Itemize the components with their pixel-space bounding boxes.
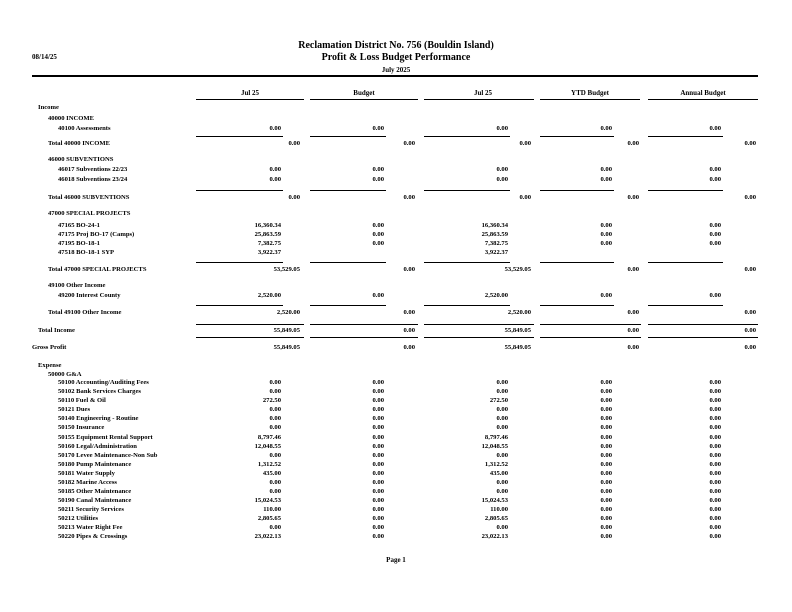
table-row bbox=[0, 176, 792, 186]
row-label: Gross Profit bbox=[32, 344, 67, 351]
row-value: 0.00 bbox=[600, 515, 612, 522]
total-rule bbox=[424, 337, 534, 338]
row-label: 50190 Canal Maintenance bbox=[58, 497, 132, 504]
row-label: Total 49100 Other Income bbox=[48, 309, 122, 316]
row-value: 0.00 bbox=[600, 443, 612, 450]
row-value: 0.00 bbox=[744, 266, 756, 273]
column-underline bbox=[648, 99, 758, 100]
row-value: 0.00 bbox=[496, 415, 508, 422]
row-value: 0.00 bbox=[627, 194, 639, 201]
row-value: 0.00 bbox=[372, 506, 384, 513]
row-value: 0.00 bbox=[709, 176, 721, 183]
table-row bbox=[0, 282, 792, 292]
page-number: Page 1 bbox=[386, 556, 406, 564]
column-underline bbox=[196, 99, 304, 100]
row-value: 0.00 bbox=[709, 461, 721, 468]
row-value: 0.00 bbox=[600, 506, 612, 513]
row-value: 0.00 bbox=[372, 443, 384, 450]
row-value: 0.00 bbox=[372, 515, 384, 522]
row-value: 0.00 bbox=[744, 194, 756, 201]
row-value: 0.00 bbox=[496, 406, 508, 413]
row-value: 0.00 bbox=[709, 406, 721, 413]
row-value: 55,849.05 bbox=[273, 344, 300, 351]
row-value: 0.00 bbox=[744, 309, 756, 316]
row-value: 0.00 bbox=[600, 424, 612, 431]
total-rule bbox=[310, 337, 418, 338]
total-rule bbox=[196, 262, 283, 263]
row-label: Total 47000 SPECIAL PROJECTS bbox=[48, 266, 147, 273]
row-value: 0.00 bbox=[709, 533, 721, 540]
column-underline bbox=[540, 99, 640, 100]
row-label: Total Income bbox=[38, 327, 75, 334]
row-value: 0.00 bbox=[600, 292, 612, 299]
row-value: 0.00 bbox=[600, 497, 612, 504]
row-label: 50140 Engineering - Routine bbox=[58, 415, 139, 422]
row-value: 0.00 bbox=[600, 470, 612, 477]
column-header-annual-budget: Annual Budget bbox=[680, 89, 726, 97]
row-value: 0.00 bbox=[709, 231, 721, 238]
total-rule bbox=[196, 337, 304, 338]
row-value: 0.00 bbox=[709, 424, 721, 431]
row-value: 0.00 bbox=[372, 415, 384, 422]
row-value: 0.00 bbox=[709, 240, 721, 247]
row-value: 8,797.46 bbox=[257, 434, 281, 441]
row-value: 110.00 bbox=[490, 506, 508, 513]
row-label: 40000 INCOME bbox=[48, 115, 94, 122]
row-value: 0.00 bbox=[600, 222, 612, 229]
row-value: 0.00 bbox=[288, 194, 300, 201]
row-value: 0.00 bbox=[372, 434, 384, 441]
row-label: 46017 Subventions 22/23 bbox=[58, 166, 128, 173]
row-value: 0.00 bbox=[709, 479, 721, 486]
total-rule bbox=[310, 136, 386, 137]
row-value: 0.00 bbox=[709, 515, 721, 522]
row-value: 23,022.13 bbox=[481, 533, 508, 540]
row-value: 0.00 bbox=[372, 166, 384, 173]
total-rule bbox=[196, 305, 283, 306]
row-value: 0.00 bbox=[600, 125, 612, 132]
row-value: 0.00 bbox=[372, 125, 384, 132]
row-value: 16,360.34 bbox=[254, 222, 281, 229]
report-title: Profit & Loss Budget Performance bbox=[321, 52, 471, 63]
row-value: 0.00 bbox=[600, 379, 612, 386]
row-value: 1,312.52 bbox=[257, 461, 281, 468]
row-label: 50211 Security Services bbox=[58, 506, 124, 513]
row-value: 0.00 bbox=[403, 344, 415, 351]
row-value: 0.00 bbox=[600, 176, 612, 183]
row-value: 0.00 bbox=[269, 415, 281, 422]
report-date: 08/14/25 bbox=[32, 53, 57, 61]
row-value: 2,520.00 bbox=[507, 309, 531, 316]
row-value: 0.00 bbox=[627, 309, 639, 316]
row-value: 0.00 bbox=[496, 125, 508, 132]
total-rule bbox=[310, 324, 418, 325]
row-value: 0.00 bbox=[372, 497, 384, 504]
row-label: 47165 BO-24-1 bbox=[58, 222, 100, 229]
row-value: 0.00 bbox=[269, 452, 281, 459]
row-value: 0.00 bbox=[600, 397, 612, 404]
row-value: 0.00 bbox=[709, 443, 721, 450]
row-label: 47000 SPECIAL PROJECTS bbox=[48, 210, 131, 217]
column-header-ytd-budget: YTD Budget bbox=[571, 89, 609, 97]
row-value: 2,520.00 bbox=[276, 309, 300, 316]
row-value: 55,849.05 bbox=[504, 327, 531, 334]
row-value: 0.00 bbox=[403, 309, 415, 316]
row-label: 50213 Water Right Fee bbox=[58, 524, 123, 531]
row-value: 0.00 bbox=[709, 222, 721, 229]
row-label: 50150 Insurance bbox=[58, 424, 105, 431]
table-row bbox=[0, 292, 792, 302]
row-value: 0.00 bbox=[744, 140, 756, 147]
row-value: 0.00 bbox=[709, 452, 721, 459]
row-value: 0.00 bbox=[600, 240, 612, 247]
total-rule bbox=[648, 190, 723, 191]
total-rule bbox=[540, 190, 614, 191]
row-value: 0.00 bbox=[372, 406, 384, 413]
total-rule bbox=[648, 337, 758, 338]
table-row bbox=[0, 309, 792, 319]
total-rule bbox=[648, 324, 758, 325]
total-rule bbox=[540, 136, 614, 137]
row-value: 0.00 bbox=[403, 194, 415, 201]
row-value: 0.00 bbox=[709, 292, 721, 299]
row-value: 0.00 bbox=[372, 424, 384, 431]
row-label: 46000 SUBVENTIONS bbox=[48, 156, 114, 163]
row-value: 272.50 bbox=[262, 397, 281, 404]
row-label: 50185 Other Maintenance bbox=[58, 488, 132, 495]
row-value: 0.00 bbox=[627, 140, 639, 147]
row-value: 0.00 bbox=[269, 379, 281, 386]
row-value: 0.00 bbox=[403, 140, 415, 147]
total-rule bbox=[310, 262, 386, 263]
row-value: 0.00 bbox=[372, 470, 384, 477]
row-value: 0.00 bbox=[496, 424, 508, 431]
row-value: 0.00 bbox=[372, 524, 384, 531]
row-value: 0.00 bbox=[627, 266, 639, 273]
row-value: 0.00 bbox=[372, 488, 384, 495]
table-row bbox=[0, 194, 792, 204]
row-value: 0.00 bbox=[496, 379, 508, 386]
row-value: 53,529.05 bbox=[504, 266, 531, 273]
row-value: 0.00 bbox=[600, 452, 612, 459]
row-value: 0.00 bbox=[372, 397, 384, 404]
row-value: 12,048.55 bbox=[254, 443, 281, 450]
total-rule bbox=[424, 190, 510, 191]
table-row bbox=[0, 533, 792, 543]
row-value: 0.00 bbox=[627, 344, 639, 351]
row-value: 55,849.05 bbox=[273, 327, 300, 334]
row-value: 53,529.05 bbox=[273, 266, 300, 273]
column-header-jul25: Jul 25 bbox=[240, 89, 260, 97]
row-value: 0.00 bbox=[709, 166, 721, 173]
row-value: 2,520.00 bbox=[257, 292, 281, 299]
row-value: 55,849.05 bbox=[504, 344, 531, 351]
row-value: 110.00 bbox=[263, 506, 281, 513]
row-label: 50180 Pump Maintenance bbox=[58, 461, 132, 468]
table-row bbox=[0, 327, 792, 337]
row-value: 0.00 bbox=[519, 194, 531, 201]
row-value: 0.00 bbox=[600, 461, 612, 468]
table-row bbox=[0, 266, 792, 276]
row-value: 0.00 bbox=[269, 166, 281, 173]
row-label: 50170 Levee Maintenance-Non Sub bbox=[58, 452, 158, 459]
report-period: July 2025 bbox=[381, 66, 411, 74]
row-value: 0.00 bbox=[600, 166, 612, 173]
total-rule bbox=[196, 324, 304, 325]
row-value: 0.00 bbox=[496, 166, 508, 173]
total-rule bbox=[424, 305, 510, 306]
table-row bbox=[0, 166, 792, 176]
row-value: 0.00 bbox=[372, 388, 384, 395]
row-value: 0.00 bbox=[372, 176, 384, 183]
row-value: 0.00 bbox=[269, 388, 281, 395]
row-label: 50155 Equipment Rental Support bbox=[58, 434, 153, 441]
row-label: 46018 Subventions 23/24 bbox=[58, 176, 128, 183]
row-label: 50000 G&A bbox=[48, 371, 82, 378]
row-value: 0.00 bbox=[372, 533, 384, 540]
row-label: 50110 Fuel & Oil bbox=[58, 397, 106, 404]
row-label: 50102 Bank Services Charges bbox=[58, 388, 141, 395]
row-label: Expense bbox=[38, 362, 62, 369]
row-value: 0.00 bbox=[519, 140, 531, 147]
row-value: 2,520.00 bbox=[484, 292, 508, 299]
row-value: 2,805.65 bbox=[257, 515, 281, 522]
table-row bbox=[0, 115, 792, 125]
row-value: 435.00 bbox=[262, 470, 281, 477]
row-value: 0.00 bbox=[709, 524, 721, 531]
row-label: 50220 Pipes & Crossings bbox=[58, 533, 128, 540]
table-row bbox=[0, 344, 792, 354]
row-value: 0.00 bbox=[709, 415, 721, 422]
table-row bbox=[0, 210, 792, 220]
total-rule bbox=[648, 305, 723, 306]
row-value: 3,922.37 bbox=[257, 249, 281, 256]
row-value: 0.00 bbox=[709, 379, 721, 386]
row-value: 0.00 bbox=[372, 231, 384, 238]
row-value: 0.00 bbox=[496, 176, 508, 183]
row-value: 0.00 bbox=[372, 292, 384, 299]
row-value: 0.00 bbox=[709, 388, 721, 395]
row-label: 50181 Water Supply bbox=[58, 470, 115, 477]
row-value: 0.00 bbox=[709, 488, 721, 495]
row-value: 0.00 bbox=[496, 388, 508, 395]
row-value: 0.00 bbox=[600, 231, 612, 238]
row-value: 0.00 bbox=[600, 479, 612, 486]
row-value: 2,805.65 bbox=[484, 515, 508, 522]
total-rule bbox=[310, 305, 386, 306]
row-value: 0.00 bbox=[372, 461, 384, 468]
row-value: 0.00 bbox=[600, 488, 612, 495]
row-value: 7,382.75 bbox=[257, 240, 281, 247]
row-value: 0.00 bbox=[269, 125, 281, 132]
row-value: 0.00 bbox=[269, 479, 281, 486]
table-row bbox=[0, 156, 792, 166]
row-value: 0.00 bbox=[288, 140, 300, 147]
row-value: 0.00 bbox=[709, 506, 721, 513]
row-value: 0.00 bbox=[372, 479, 384, 486]
row-value: 0.00 bbox=[372, 452, 384, 459]
total-rule bbox=[540, 324, 641, 325]
table-row bbox=[0, 140, 792, 150]
row-value: 16,360.34 bbox=[481, 222, 508, 229]
row-label: 49100 Other Income bbox=[48, 282, 106, 289]
row-value: 25,863.59 bbox=[481, 231, 508, 238]
row-value: 0.00 bbox=[600, 406, 612, 413]
row-value: 0.00 bbox=[600, 524, 612, 531]
row-value: 0.00 bbox=[600, 533, 612, 540]
total-rule bbox=[648, 262, 723, 263]
row-value: 0.00 bbox=[600, 434, 612, 441]
row-label: 50121 Dues bbox=[58, 406, 91, 413]
row-value: 0.00 bbox=[269, 424, 281, 431]
row-value: 0.00 bbox=[709, 434, 721, 441]
row-label: Income bbox=[38, 104, 59, 111]
row-label: 47195 BO-18-1 bbox=[58, 240, 100, 247]
total-rule bbox=[648, 136, 723, 137]
row-value: 0.00 bbox=[372, 222, 384, 229]
row-value: 0.00 bbox=[744, 344, 756, 351]
total-rule bbox=[424, 136, 510, 137]
row-value: 1,312.52 bbox=[484, 461, 508, 468]
row-value: 15,024.53 bbox=[481, 497, 508, 504]
row-label: 47175 Proj BO-17 (Camps) bbox=[58, 231, 135, 238]
row-value: 0.00 bbox=[496, 452, 508, 459]
row-value: 0.00 bbox=[269, 524, 281, 531]
total-rule bbox=[540, 337, 641, 338]
report-organization: Reclamation District No. 756 (Bouldin Island) bbox=[298, 40, 494, 51]
total-rule bbox=[540, 262, 614, 263]
row-value: 0.00 bbox=[709, 125, 721, 132]
row-value: 0.00 bbox=[496, 479, 508, 486]
row-label: Total 40000 INCOME bbox=[48, 140, 111, 147]
row-value: 23,022.13 bbox=[254, 533, 281, 540]
row-label: 50100 Accounting/Auditing Fees bbox=[58, 379, 149, 386]
row-value: 0.00 bbox=[403, 327, 415, 334]
table-row bbox=[0, 424, 792, 434]
row-label: 47518 BO-18-1 SYP bbox=[58, 249, 115, 256]
row-value: 435.00 bbox=[489, 470, 508, 477]
table-row bbox=[0, 104, 792, 114]
header-rule bbox=[32, 75, 758, 77]
row-value: 25,863.59 bbox=[254, 231, 281, 238]
row-value: 0.00 bbox=[372, 379, 384, 386]
row-value: 12,048.55 bbox=[481, 443, 508, 450]
row-value: 0.00 bbox=[496, 488, 508, 495]
total-rule bbox=[424, 324, 534, 325]
row-value: 8,797.46 bbox=[484, 434, 508, 441]
row-value: 0.00 bbox=[403, 266, 415, 273]
row-value: 0.00 bbox=[372, 240, 384, 247]
column-header-budget: Budget bbox=[353, 89, 375, 97]
row-value: 7,382.75 bbox=[484, 240, 508, 247]
row-value: 0.00 bbox=[600, 415, 612, 422]
table-row bbox=[0, 125, 792, 135]
row-value: 0.00 bbox=[269, 488, 281, 495]
row-label: 50182 Marine Access bbox=[58, 479, 117, 486]
row-value: 0.00 bbox=[709, 470, 721, 477]
table-row bbox=[0, 249, 792, 259]
column-underline bbox=[310, 99, 418, 100]
row-label: 50160 Legal/Administration bbox=[58, 443, 137, 450]
row-label: Total 46000 SUBVENTIONS bbox=[48, 194, 130, 201]
column-header-jul25-ytd: Jul 25 bbox=[473, 89, 493, 97]
row-value: 15,024.53 bbox=[254, 497, 281, 504]
row-value: 0.00 bbox=[600, 388, 612, 395]
column-underline bbox=[424, 99, 534, 100]
total-rule bbox=[424, 262, 510, 263]
row-value: 0.00 bbox=[269, 406, 281, 413]
row-value: 0.00 bbox=[269, 176, 281, 183]
row-value: 272.50 bbox=[489, 397, 508, 404]
row-label: 40100 Assessments bbox=[58, 125, 111, 132]
total-rule bbox=[540, 305, 614, 306]
total-rule bbox=[310, 190, 386, 191]
row-label: 50212 Utilities bbox=[58, 515, 99, 522]
total-rule bbox=[196, 190, 283, 191]
row-value: 0.00 bbox=[709, 497, 721, 504]
row-value: 0.00 bbox=[709, 397, 721, 404]
total-rule bbox=[196, 136, 283, 137]
row-value: 0.00 bbox=[744, 327, 756, 334]
row-value: 0.00 bbox=[496, 524, 508, 531]
row-value: 3,922.37 bbox=[484, 249, 508, 256]
row-label: 49200 Interest County bbox=[58, 292, 121, 299]
row-value: 0.00 bbox=[627, 327, 639, 334]
